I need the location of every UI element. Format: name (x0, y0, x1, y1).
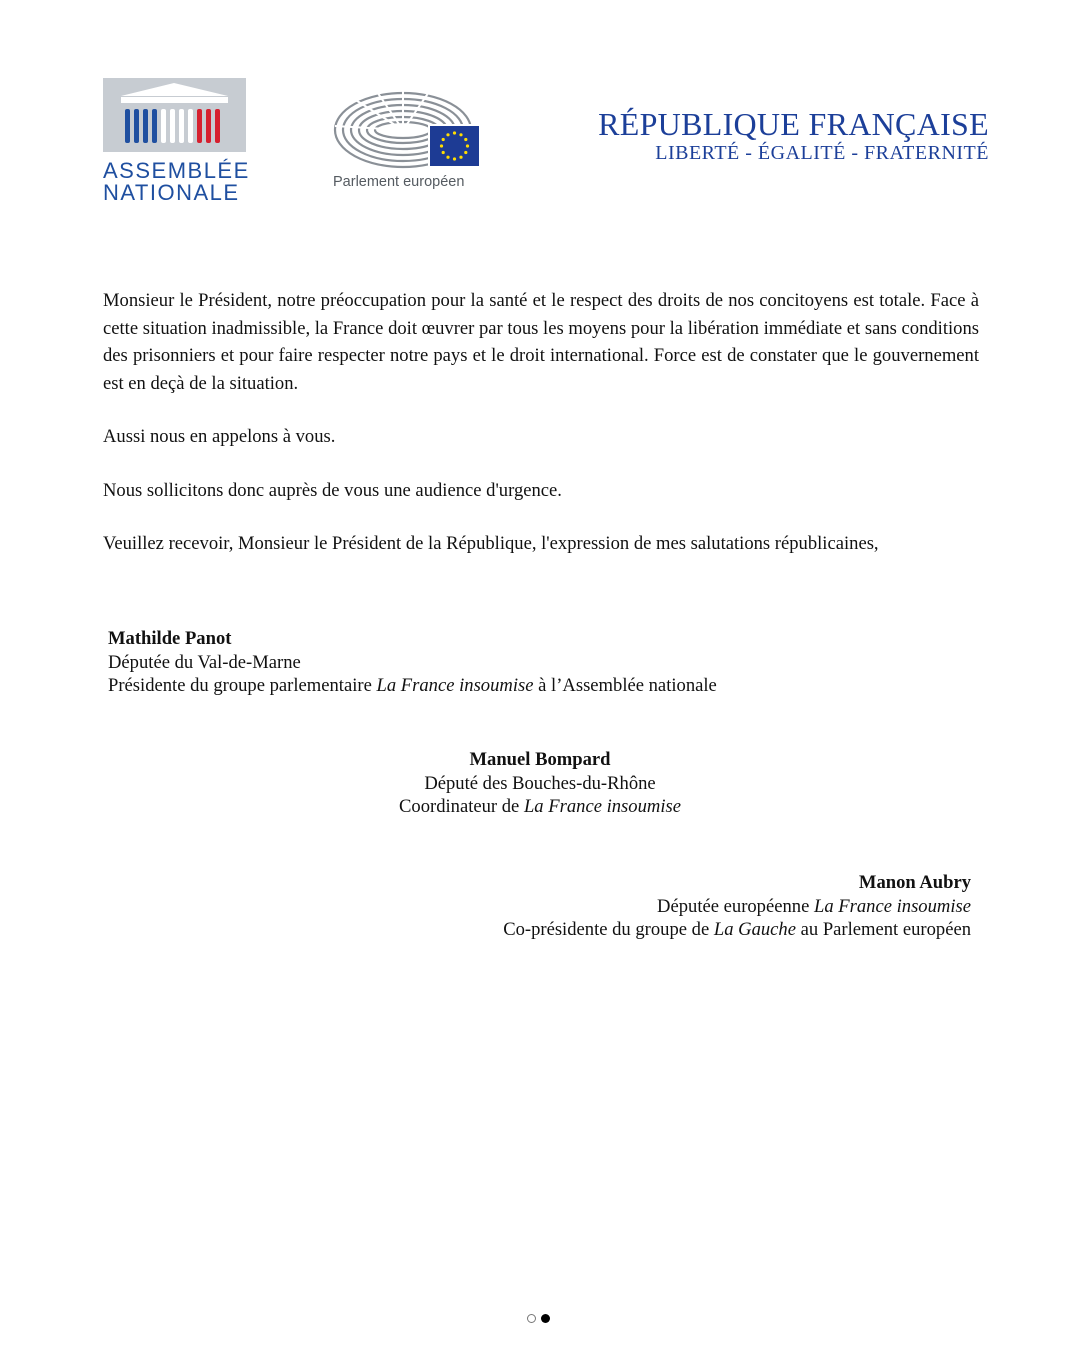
signatory-name: Mathilde Panot (108, 628, 232, 649)
assemblee-nationale-logo (103, 78, 249, 210)
signatory-role: Députée du Val-de-Marne (108, 651, 301, 673)
role-text: Coordinateur de (399, 796, 524, 817)
assemblee-nationale-wordmark (103, 160, 249, 204)
republique-motto: LIBERTÉ - ÉGALITÉ - FRATERNITÉ (655, 142, 989, 164)
assemblee-building-emblem (103, 78, 246, 152)
role-text: Présidente du groupe parlementaire (108, 675, 377, 696)
assemblee-columns-icon (103, 78, 246, 152)
role-party: La France insoumise (376, 675, 534, 696)
letter-paragraph: Aussi nous en appelons à vous. (103, 426, 336, 447)
role-text: Co-présidente du groupe de (503, 919, 714, 940)
role-group: La Gauche (713, 919, 796, 940)
assemblee-line-1: ASSEMBLÉE (103, 158, 250, 183)
parlement-europeen-logo (333, 86, 493, 196)
role-text: au Parlement européen (795, 919, 971, 940)
role-party: La France insoumise (813, 895, 971, 917)
letter-body (103, 287, 979, 584)
pagination-dots (527, 1313, 557, 1325)
republique-francaise-heading (598, 106, 989, 164)
signatory-name: Manon Aubry (858, 872, 971, 893)
signature-block-panot (108, 627, 717, 698)
letter-paragraph: Nous sollicitons donc auprès de vous une audience d'urgence. (103, 479, 562, 501)
page-dot-1[interactable] (527, 1314, 536, 1323)
role-text: à l’Assemblée nationale (533, 675, 717, 696)
signature-block-bompard (250, 748, 830, 819)
signatory-role (503, 918, 971, 942)
signatory-role (503, 895, 971, 919)
letterhead (0, 0, 1080, 230)
signatory-role: Député des Bouches-du-Rhône (424, 772, 656, 794)
signatory-role (108, 674, 717, 698)
role-text: Députée européenne (657, 895, 814, 917)
letter-closing: Veuillez recevoir, Monsieur le Président de la République, l'expression de mes salutations républicaines, (103, 533, 879, 554)
republique-title: RÉPUBLIQUE FRANÇAISE (598, 106, 989, 142)
signature-block-aubry (503, 871, 971, 942)
parlement-europeen-label: Parlement européen (333, 174, 465, 190)
signatory-name: Manuel Bompard (469, 749, 611, 770)
hemicycle-eu-flag-icon (333, 86, 483, 170)
role-party: La France insoumise (523, 796, 681, 817)
assemblee-line-2: NATIONALE (103, 180, 240, 205)
page-dot-2-active[interactable] (541, 1314, 550, 1323)
signatory-role (250, 795, 830, 819)
letter-paragraph: Monsieur le Président, notre préoccupation pour la santé et le respect des droits de nos concitoyens est totale. Face à cette situation inadmissible, la France doit œuvrer par tous les moyens pour la libération immédiate et sans conditions des prisonniers et pour faire respecter notre pays et le droit international. Force est de constater que le gouvernement est en deçà de la situation. (103, 290, 979, 394)
